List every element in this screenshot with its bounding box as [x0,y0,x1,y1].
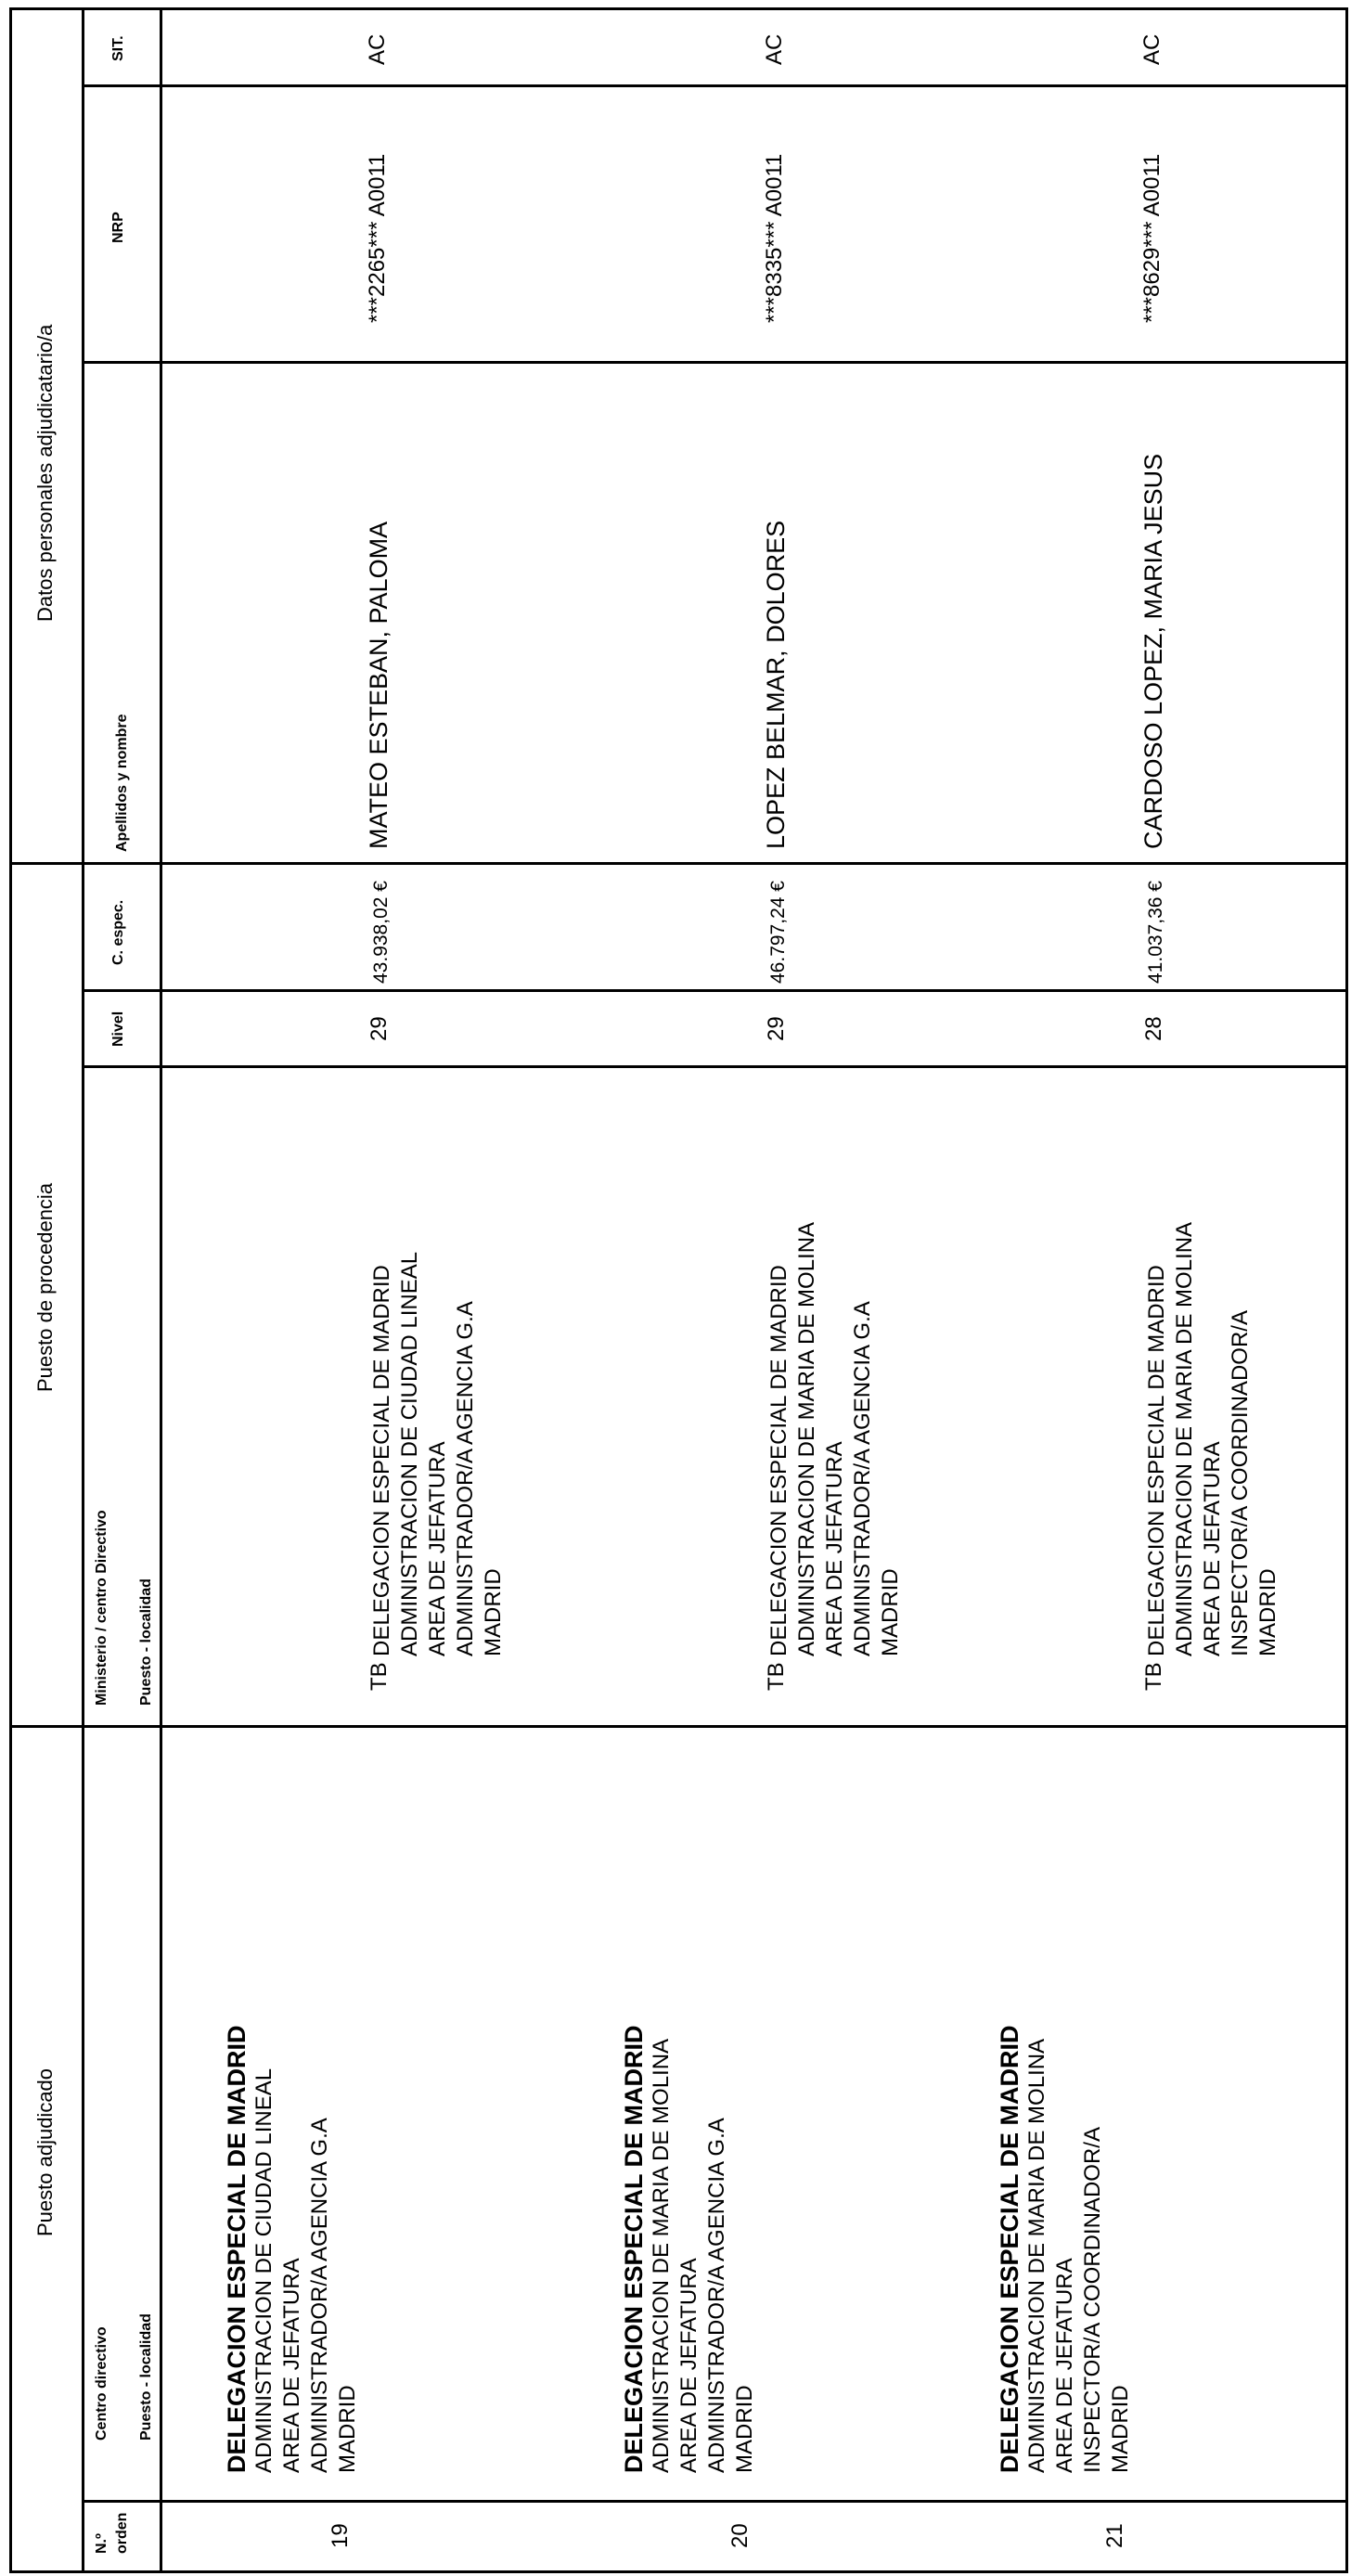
row-19-ministerio: TB [367,1662,392,1691]
row-19-adj-line-4: MADRID [335,2385,360,2473]
row-20-proc-line-2: ADMINISTRACION DE MARIA DE MOLINA [794,1221,819,1656]
column-header-nivel: Nivel [110,1011,126,1047]
row-20-adj-line-3: ADMINISTRADOR/A AGENCIA G.A [704,2118,729,2473]
row-20-sit: AC [762,33,787,65]
row-19-c-espec: 43.938,02 € [370,881,392,984]
row-19-proc-line-1: DELEGACION ESPECIAL DE MADRID [369,1265,394,1656]
row-19-adj-line-1: ADMINISTRACION DE CIUDAD LINEAL [251,2067,277,2473]
column-header-nrp: NRP [110,212,126,243]
row-21-ministerio: TB [1141,1662,1166,1691]
column-header-centro-directivo: Centro directivo [94,2326,109,2441]
column-header-n-orden-1: N.º [94,2533,109,2554]
row-19-centro: DELEGACION ESPECIAL DE MADRID [223,2025,251,2473]
row-21-sit: AC [1139,33,1164,65]
row-21-nombre: CARDOSO LOPEZ, MARIA JESUS [1139,453,1167,849]
row-19-nombre: MATEO ESTEBAN, PALOMA [365,521,392,849]
row-21-nivel: 28 [1141,1016,1166,1041]
section-divider-procedencia [9,1725,1348,1728]
table-row-21-adjudicado [996,2025,1135,2473]
column-header-c-espec: C. espec. [110,899,126,965]
group-header-divider [82,7,84,2573]
row-20-nivel: 29 [764,1016,789,1041]
row-21-adj-line-4: MADRID [1108,2385,1133,2473]
row-19-sit: AC [365,33,390,65]
table-row-19-orden: 19 [328,2523,353,2548]
row-20-nrp: ***8335*** A0011 [762,153,787,323]
column-header-divider [160,7,162,2573]
row-21-centro: DELEGACION ESPECIAL DE MADRID [996,2025,1023,2473]
row-19-procedencia [368,1252,508,1656]
row-20-procedencia [766,1222,905,1656]
table-row-21-orden: 21 [1102,2523,1127,2548]
row-20-nombre: LOPEZ BELMAR, DOLORES [762,520,790,849]
row-20-adj-line-1: ADMINISTRACION DE MARIA DE MOLINA [649,2038,674,2473]
divider-nivel-cespec [84,989,1348,992]
row-19-proc-line-3: AREA DE JEFATURA [425,1441,450,1656]
row-21-proc-line-2: ADMINISTRACION DE MARIA DE MOLINA [1172,1221,1197,1656]
row-19-nivel: 29 [367,1016,392,1041]
row-20-adj-line-2: AREA DE JEFATURA [676,2258,701,2473]
table-border-left [9,7,12,2573]
divider-nombre-nrp [84,361,1348,364]
row-19-adj-line-3: ADMINISTRADOR/A AGENCIA G.A [307,2118,332,2473]
row-21-proc-line-3: AREA DE JEFATURA [1200,1441,1225,1656]
row-19-adj-line-2: AREA DE JEFATURA [279,2258,304,2473]
row-21-procedencia [1143,1222,1282,1656]
table-border-bottom [9,2570,1348,2573]
column-header-n-orden-2: orden [114,2512,130,2554]
row-19-proc-line-4: ADMINISTRADOR/A AGENCIA G.A [453,1301,478,1656]
row-21-adj-line-1: ADMINISTRACION DE MARIA DE MOLINA [1024,2038,1049,2473]
row-20-ministerio: TB [764,1662,789,1691]
group-header-puesto-adjudicado: Puesto adjudicado [33,2067,57,2236]
row-19-nrp: ***2265*** A0011 [365,153,390,323]
row-20-proc-line-1: DELEGACION ESPECIAL DE MADRID [766,1265,791,1656]
divider-nrp-sit [84,84,1348,87]
column-header-puesto-localidad-proc: Puesto - localidad [138,1578,154,1706]
column-header-apellidos: Apellidos y nombre [114,714,130,852]
column-header-sit: SIT. [110,35,126,61]
column-header-puesto-localidad: Puesto - localidad [138,2313,154,2441]
group-header-puesto-procedencia: Puesto de procedencia [33,1182,57,1392]
section-divider-datos [9,862,1348,865]
table-row-19-adjudicado [223,2025,362,2473]
row-19-proc-line-2: ADMINISTRACION DE CIUDAD LINEAL [397,1251,422,1656]
row-19-proc-line-5: MADRID [481,1568,506,1656]
row-21-proc-line-4: INSPECTOR/A COORDINADOR/A [1228,1310,1253,1656]
row-20-proc-line-3: AREA DE JEFATURA [822,1441,847,1656]
group-header-datos-personales: Datos personales adjudicatario/a [33,324,57,622]
table-border-top [9,7,1348,10]
divider-proc-nivel [84,1065,1348,1068]
row-21-proc-line-5: MADRID [1255,1568,1280,1656]
table-row-20-orden: 20 [727,2523,753,2548]
row-21-nrp: ***8629*** A0011 [1139,153,1164,323]
row-21-c-espec: 41.037,36 € [1145,881,1166,984]
row-20-centro: DELEGACION ESPECIAL DE MADRID [620,2025,648,2473]
column-header-ministerio: Ministerio / centro Directivo [94,1510,109,1706]
table-border-right [1345,7,1348,2573]
row-20-proc-line-5: MADRID [878,1568,903,1656]
row-20-proc-line-4: ADMINISTRADOR/A AGENCIA G.A [850,1301,875,1656]
row-21-adj-line-2: AREA DE JEFATURA [1052,2258,1077,2473]
divider-orden-centro [84,2500,1348,2503]
row-21-proc-line-1: DELEGACION ESPECIAL DE MADRID [1144,1265,1169,1656]
row-20-c-espec: 46.797,24 € [767,881,789,984]
table-row-20-adjudicado [620,2025,759,2473]
row-21-adj-line-3: INSPECTOR/A COORDINADOR/A [1080,2127,1105,2473]
row-20-adj-line-4: MADRID [732,2385,757,2473]
